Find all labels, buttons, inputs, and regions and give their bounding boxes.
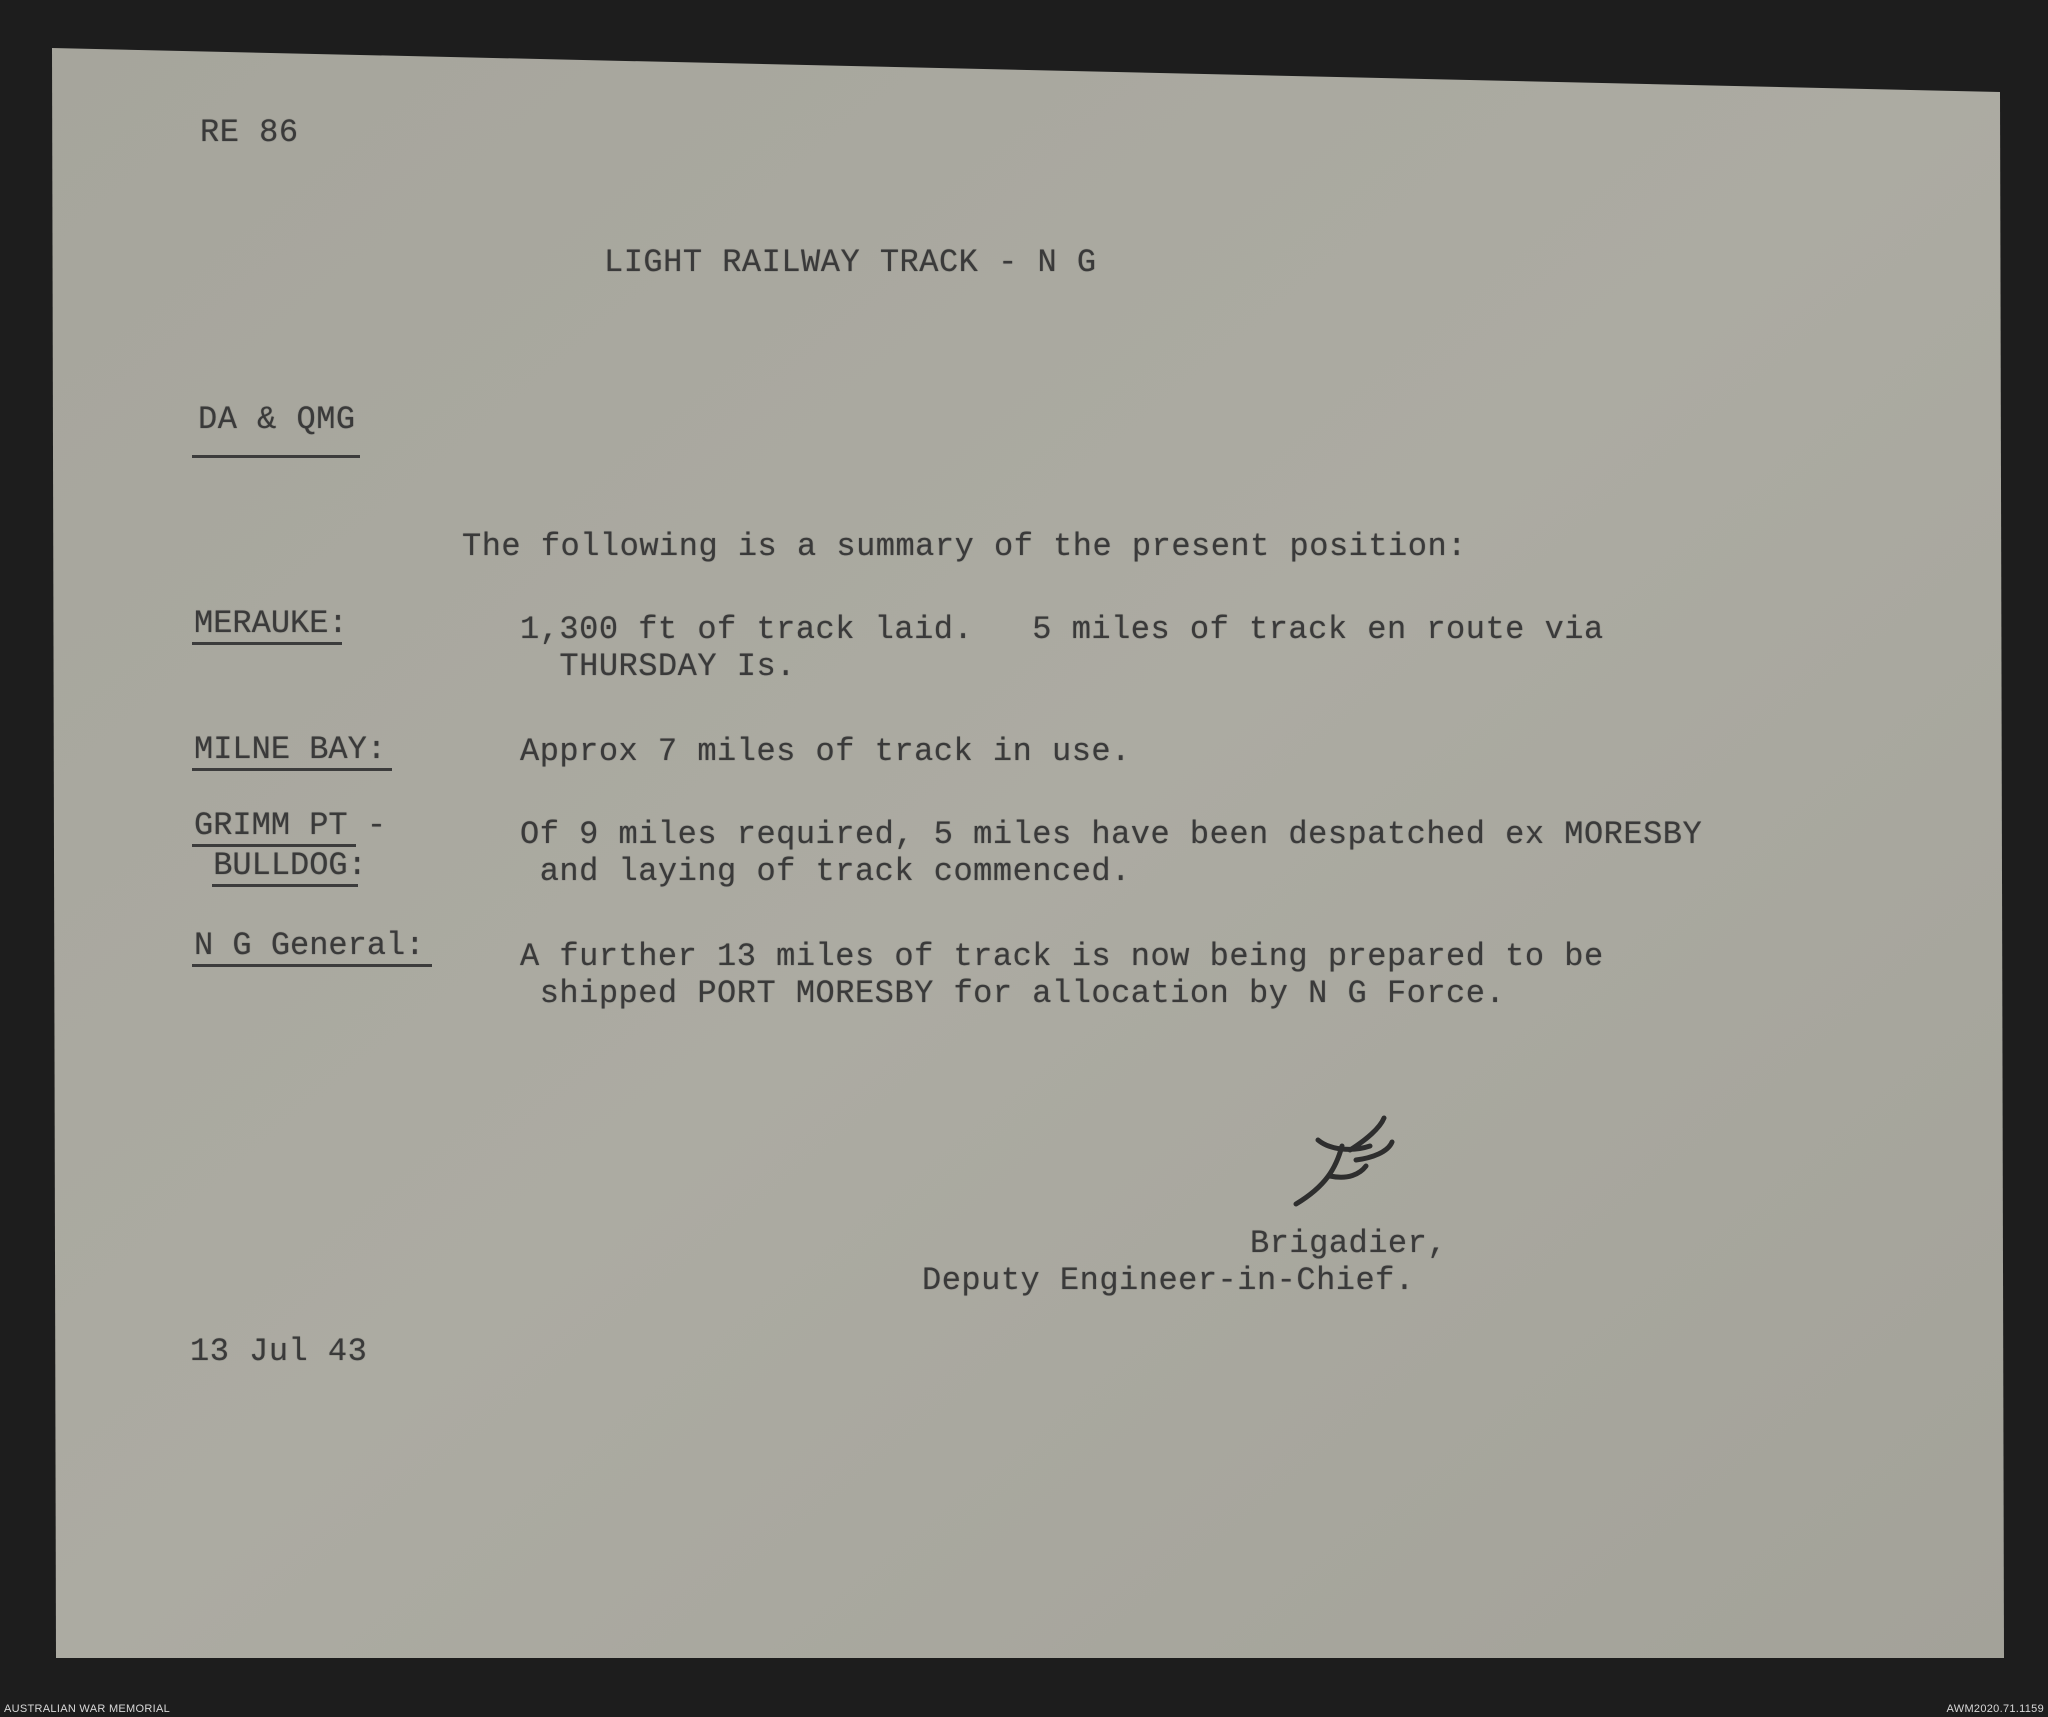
item-label-grimm-pt: GRIMM PT - xyxy=(194,807,387,844)
document-title: LIGHT RAILWAY TRACK - N G xyxy=(604,244,1097,281)
signature-title: Deputy Engineer-in-Chief. xyxy=(922,1262,1415,1299)
item-label-milne-bay: MILNE BAY: xyxy=(194,731,387,768)
item-text-line: THURSDAY Is. xyxy=(520,648,796,685)
addressee-underline xyxy=(192,455,360,458)
intro-text: The following is a summary of the present position: xyxy=(462,528,1467,565)
document-date: 13 Jul 43 xyxy=(190,1333,368,1370)
item-text-line: shipped PORT MORESBY for allocation by N G Force. xyxy=(520,975,1506,1012)
item-label-merauke: MERAUKE: xyxy=(194,605,348,642)
item-text-line: 1,300 ft of track laid. 5 miles of track en route via xyxy=(520,611,1604,648)
item-label-bulldog: BULLDOG: xyxy=(194,847,367,884)
addressee: DA & QMG xyxy=(198,401,356,438)
footer-accession: AWM2020.71.1159 xyxy=(1946,1703,2044,1715)
item-text-line: A further 13 miles of track is now being prepared to be xyxy=(520,938,1604,975)
item-label-ng-general: N G General: xyxy=(194,927,425,964)
item-label-underline xyxy=(192,768,392,771)
item-label-underline xyxy=(192,642,342,645)
document-ref: RE 86 xyxy=(200,114,299,151)
item-label-underline xyxy=(212,884,358,887)
footer-institution: AUSTRALIAN WAR MEMORIAL xyxy=(4,1703,171,1715)
item-text-line: and laying of track commenced. xyxy=(520,853,1131,890)
signature-rank: Brigadier, xyxy=(1250,1225,1448,1262)
item-text-line: Of 9 miles required, 5 miles have been despatched ex MORESBY xyxy=(520,816,1703,853)
item-text-line: Approx 7 miles of track in use. xyxy=(520,733,1131,770)
item-label-underline xyxy=(192,964,432,967)
